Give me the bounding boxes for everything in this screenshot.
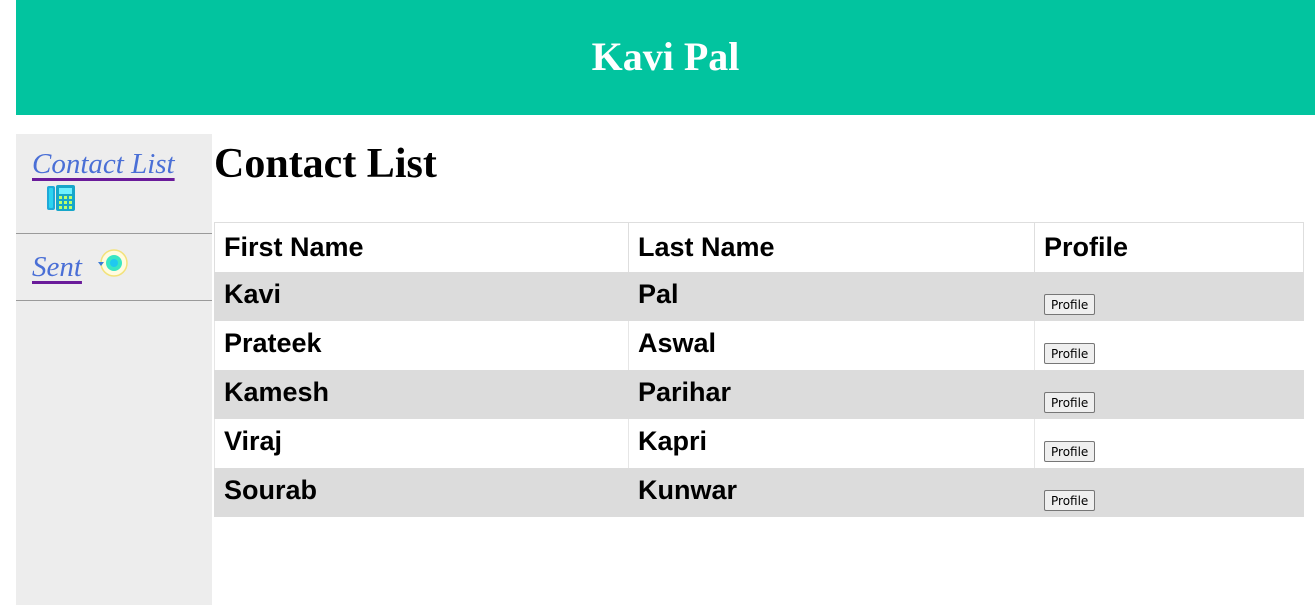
- table-row: [215, 321, 1304, 370]
- last-name-text: Parihar: [638, 376, 732, 407]
- first-name-cell: [215, 419, 629, 468]
- profile-cell: [1035, 419, 1304, 468]
- target-icon[interactable]: [96, 247, 130, 279]
- header-title: Kavi Pal: [591, 34, 740, 79]
- sent-link[interactable]: Sent: [32, 251, 82, 283]
- profile-button[interactable]: Profile: [1044, 490, 1095, 511]
- table-header-row: [215, 223, 1304, 272]
- last-name-text: Kunwar: [638, 474, 738, 505]
- profile-cell: [1035, 272, 1304, 321]
- first-name-cell: [215, 468, 629, 517]
- first-name-text: Kamesh: [224, 376, 330, 407]
- column-header-first-name: First Name: [215, 223, 629, 272]
- first-name-cell: [215, 321, 629, 370]
- profile-cell: [1035, 468, 1304, 517]
- table-row: [215, 419, 1304, 468]
- sidebar: [16, 134, 212, 605]
- profile-cell: [1035, 370, 1304, 419]
- profile-cell: [1035, 321, 1304, 370]
- last-name-text: Pal: [638, 278, 679, 309]
- main-content: [214, 134, 1304, 508]
- sidebar-item-contact-list: [16, 134, 212, 234]
- profile-button[interactable]: Profile: [1044, 343, 1095, 364]
- table-row: [215, 468, 1304, 517]
- first-name-text: Kavi: [224, 278, 282, 309]
- last-name-text: Kapri: [638, 425, 708, 456]
- table-row: [215, 370, 1304, 419]
- first-name-text: Viraj: [224, 425, 283, 456]
- last-name-text: Aswal: [638, 327, 717, 358]
- table-row: [215, 272, 1304, 321]
- first-name-text: Prateek: [224, 327, 322, 358]
- sidebar-item-sent: [16, 234, 212, 301]
- column-header-profile: Profile: [1035, 223, 1304, 272]
- profile-button[interactable]: Profile: [1044, 392, 1095, 413]
- first-name-text: Sourab: [224, 474, 318, 505]
- profile-button[interactable]: Profile: [1044, 441, 1095, 462]
- column-header-last-name: Last Name: [629, 223, 1035, 272]
- phone-icon[interactable]: [46, 184, 76, 212]
- last-name-cell: [629, 468, 1035, 517]
- contact-list-link[interactable]: Contact List: [32, 148, 175, 180]
- first-name-cell: [215, 272, 629, 321]
- page-title: Contact List: [214, 141, 437, 187]
- header-bar: [16, 0, 1315, 115]
- contacts-table: [214, 222, 1304, 517]
- last-name-cell: [629, 419, 1035, 468]
- first-name-cell: [215, 370, 629, 419]
- last-name-cell: [629, 321, 1035, 370]
- last-name-cell: [629, 272, 1035, 321]
- profile-button[interactable]: Profile: [1044, 294, 1095, 315]
- last-name-cell: [629, 370, 1035, 419]
